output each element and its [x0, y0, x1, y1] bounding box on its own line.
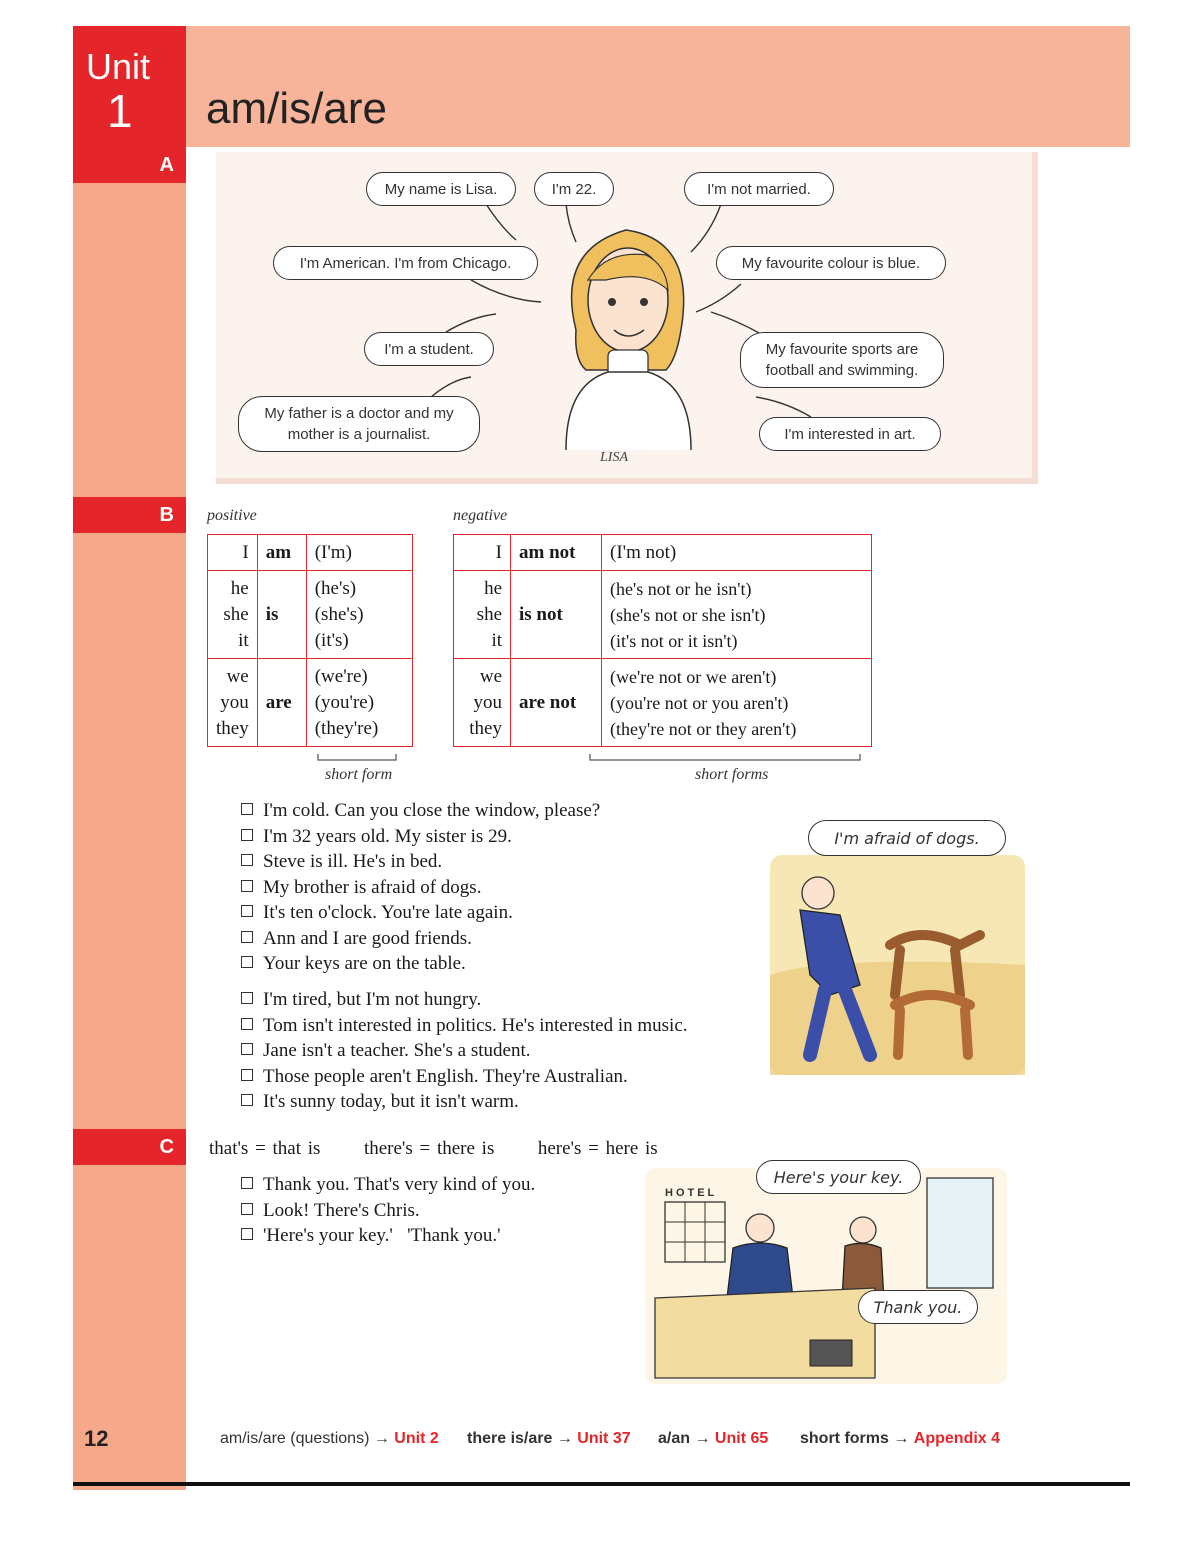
short-form: (it's not or it isn't): [610, 630, 738, 651]
checkbox-icon: [241, 1228, 253, 1240]
checkbox-icon: [241, 880, 253, 892]
verb-cell: is: [257, 571, 306, 659]
unit-badge: [73, 26, 186, 147]
short-form: (she's): [314, 603, 364, 625]
short-form-brackets: [300, 752, 880, 766]
checkbox-icon: [241, 854, 253, 866]
short-form: (she's not or she isn't): [610, 604, 766, 625]
illustration-caption: LISA: [600, 450, 628, 465]
pronoun: she: [223, 603, 249, 625]
speech-bubble: My favourite colour is blue.: [716, 246, 946, 280]
page-title: am/is/are: [206, 84, 387, 133]
short-form-cell: [306, 571, 412, 659]
pronoun-cell: [208, 659, 258, 747]
pronoun-cell: [454, 535, 511, 571]
pronoun: we: [226, 665, 249, 687]
pronoun-cell: [208, 571, 258, 659]
list-item: [241, 900, 600, 926]
pronoun: he: [484, 577, 502, 599]
short-form: (I'm not): [610, 541, 677, 563]
checkbox-icon: [241, 1069, 253, 1081]
lisa-illustration: [546, 210, 706, 450]
examples-list-3: [241, 1172, 535, 1249]
speech-bubble: My name is Lisa.: [366, 172, 516, 206]
verb-cell: are not: [511, 659, 602, 747]
checkbox-icon: [241, 1043, 253, 1055]
section-tab-a: A: [73, 147, 186, 183]
pronoun: she: [476, 603, 502, 625]
footer-link-target: Unit 37: [577, 1430, 631, 1447]
page-number: 12: [84, 1426, 109, 1451]
verb-cell: is not: [511, 571, 602, 659]
checkbox-icon: [241, 956, 253, 968]
list-item: [241, 824, 600, 850]
contractions-line: [209, 1138, 658, 1160]
section-a-panel: [216, 152, 1038, 484]
pronoun: they: [469, 717, 502, 739]
short-form: (it's): [314, 629, 349, 651]
short-form-cell: [602, 659, 872, 747]
short-form: (we're): [314, 665, 368, 687]
short-form: (they're not or they aren't): [610, 718, 797, 739]
section-tab-c: C: [73, 1129, 186, 1165]
short-form: (he's): [314, 577, 357, 599]
footer-link[interactable]: [800, 1430, 1000, 1448]
example-text: I'm tired, but I'm not hungry.: [263, 989, 482, 1010]
verb-cell: are: [257, 659, 306, 747]
footer-link[interactable]: [220, 1430, 439, 1448]
example-text: Ann and I are good friends.: [263, 927, 472, 949]
contraction: here's = here is: [537, 1138, 658, 1159]
verb-cell: am: [257, 535, 306, 571]
example-text: It's sunny today, but it isn't warm.: [263, 1091, 519, 1112]
short-form-cell: [306, 659, 412, 747]
speech-bubble: Here's your key.: [756, 1160, 921, 1194]
footer-link[interactable]: [467, 1430, 631, 1448]
checkbox-icon: [241, 829, 253, 841]
pronoun: I: [242, 541, 249, 563]
checkbox-icon: [241, 931, 253, 943]
example-text: I'm 32 years old. My sister is 29.: [263, 825, 512, 847]
hotel-illustration: [645, 1168, 1007, 1384]
checkbox-icon: [241, 1094, 253, 1106]
footer-link[interactable]: [658, 1430, 768, 1448]
list-item: [241, 987, 688, 1013]
pronoun-cell: [208, 535, 258, 571]
list-item: [241, 951, 600, 977]
list-item: [241, 1172, 535, 1198]
list-item: [241, 849, 600, 875]
short-forms-label: short forms: [695, 766, 769, 783]
speech-bubble: I'm a student.: [364, 332, 494, 366]
verb-cell: am not: [511, 535, 602, 571]
pronoun: we: [479, 665, 502, 687]
speech-bubble: Thank you.: [858, 1290, 978, 1324]
short-form-cell: [602, 535, 872, 571]
pronoun: it: [238, 629, 249, 651]
example-text: It's ten o'clock. You're late again.: [263, 902, 513, 923]
checkbox-icon: [241, 1203, 253, 1215]
short-form-cell: [306, 535, 412, 571]
speech-bubble: I'm 22.: [534, 172, 614, 206]
side-margin-band: [73, 26, 186, 1490]
footer-link-target: Unit 65: [714, 1430, 769, 1447]
short-form: (he's not or he isn't): [610, 578, 752, 599]
positive-table: [207, 534, 413, 747]
short-form: (we're not or we aren't): [610, 666, 777, 687]
pronoun: you: [220, 691, 249, 713]
checkbox-icon: [241, 1018, 253, 1030]
example-text: Those people aren't English. They're Australian.: [263, 1065, 628, 1087]
example-text: Thank you. That's very kind of you.: [263, 1174, 536, 1195]
short-form: (they're): [314, 717, 379, 739]
list-item: [241, 798, 600, 824]
list-item: [241, 1038, 688, 1064]
short-form-label: short form: [325, 766, 393, 783]
speech-bubble: I'm afraid of dogs.: [808, 820, 1006, 856]
examples-list-1: [241, 798, 600, 977]
dogs-illustration: [770, 855, 1025, 1075]
footer-link-target: Appendix 4: [913, 1430, 1001, 1447]
checkbox-icon: [241, 992, 253, 1004]
example-text: Steve is ill. He's in bed.: [263, 851, 443, 872]
pronoun: he: [230, 577, 249, 599]
short-form-cell: [602, 571, 872, 659]
pronoun: I: [495, 541, 502, 563]
speech-bubble: My favourite sports are football and swimming.: [740, 332, 944, 388]
speech-bubble: I'm not married.: [684, 172, 834, 206]
pronoun: they: [216, 717, 249, 739]
list-item: [241, 875, 600, 901]
list-item: [241, 926, 600, 952]
checkbox-icon: [241, 905, 253, 917]
list-item: [241, 1089, 688, 1115]
short-form: (I'm): [314, 541, 352, 563]
list-item: [241, 1198, 535, 1224]
negative-table: [453, 534, 872, 747]
checkbox-icon: [241, 1177, 253, 1189]
pronoun-cell: [454, 571, 511, 659]
example-text: I'm cold. Can you close the window, please?: [263, 800, 601, 821]
footer-link-text: there is/are →: [467, 1430, 573, 1447]
section-tab-b: B: [73, 497, 186, 533]
example-text: 'Here's your key.' 'Thank you.': [263, 1225, 501, 1246]
pronoun-cell: [454, 659, 511, 747]
speech-bubble: I'm interested in art.: [759, 417, 941, 451]
example-text: My brother is afraid of dogs.: [263, 876, 482, 898]
speech-bubble: My father is a doctor and my mother is a journalist.: [238, 396, 480, 452]
list-item: [241, 1223, 535, 1249]
footer-link-text: am/is/are (questions) →: [220, 1430, 390, 1447]
unit-word: Unit: [86, 46, 151, 87]
contraction: that's = that is: [209, 1138, 321, 1159]
example-text: Look! There's Chris.: [263, 1199, 420, 1221]
pronoun: it: [491, 629, 502, 651]
positive-label: positive: [207, 507, 257, 524]
short-form: (you're not or you aren't): [610, 692, 789, 713]
list-item: [241, 1064, 688, 1090]
examples-list-2: [241, 987, 688, 1115]
unit-number: 1: [107, 85, 133, 137]
list-item: [241, 1013, 688, 1039]
example-text: Your keys are on the table.: [263, 953, 466, 974]
example-text: Tom isn't interested in politics. He's interested in music.: [263, 1014, 688, 1036]
footer-link-text: short forms →: [800, 1430, 910, 1447]
footer-link-target: Unit 2: [394, 1430, 439, 1447]
hotel-sign: HOTEL: [665, 1187, 718, 1199]
footer-link-text: a/an →: [658, 1430, 711, 1447]
negative-label: negative: [453, 507, 508, 524]
contraction: there's = there is: [363, 1138, 495, 1159]
pronoun: you: [473, 691, 502, 713]
speech-bubble: I'm American. I'm from Chicago.: [273, 246, 538, 280]
bottom-rule: [73, 1482, 1130, 1486]
checkbox-icon: [241, 803, 253, 815]
example-text: Jane isn't a teacher. She's a student.: [263, 1040, 531, 1061]
short-form: (you're): [314, 691, 375, 713]
